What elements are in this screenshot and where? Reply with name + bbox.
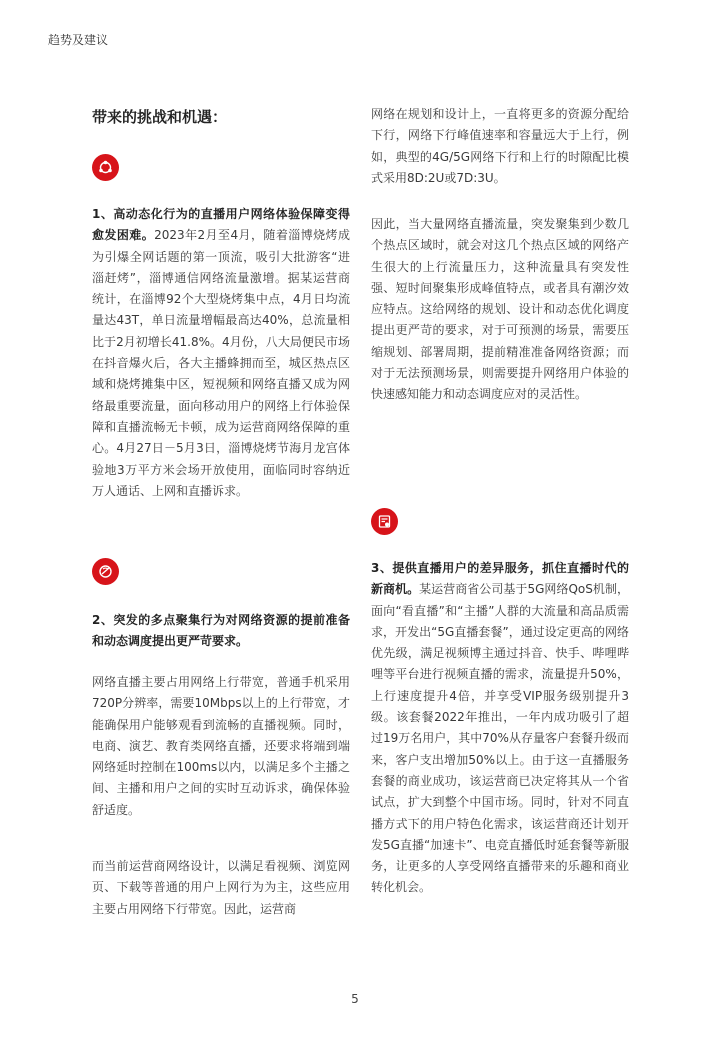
right-para1: 网络在规划和设计上，一直将更多的资源分配给下行，网络下行峰值速率和容量远大于上行，例如，典型的4G/5G网络下行和上行的时隙配比模式采用8D:2U或7D:3U。	[371, 107, 629, 185]
signal-icon	[92, 558, 119, 585]
document-icon	[371, 508, 398, 535]
right-para2: 因此，当大量网络直播流量，突发聚集到少数几个热点区域时，就会对这几个热点区域的网络产生很大的上行流量压力，这种流量具有突发性强、短时间聚集形成峰值特点，或者具有潮汐效应特点。这给网络的规划、设计和动态优化调度提出更严苛的要求，对于可预测的场景，需要压缩规划、部署周期，提前精准准备网络资源；而对于无法预测场景，则需要提升网络用户体验的快速感知能力和动态调度应对的灵活性。	[371, 217, 629, 402]
challenge-1	[92, 204, 350, 502]
page-number: 5	[351, 992, 359, 1006]
section-title: 带来的挑战和机遇：	[92, 108, 228, 126]
challenge-1-body: 2023年2月至4月，随着淄博烧烤成为引爆全网话题的第一顶流，吸引大批游客“进淄赶烤”，淄博通信网络流量激增。据某运营商统计，在淄博92个大型烧烤集中点，4月日均流量达43T，单日流量增幅最高达40%，总流量相比于2月初增长41.8%。4月份，八大局便民市场在抖音爆火后，各大主播蜂拥而至，城区热点区域和烧烤摊集中区，短视频和网络直播又成为网络最重要流量，面向移动用户的网络上行体验保障和直播流畅无卡顿，成为运营商网络保障的重心。4月27日－5月3日，淄博烧烤节海月龙宫体验地3万平方米会场开放使用，面临同时容纳近万人通话、上网和直播诉求。	[92, 228, 350, 498]
challenge-2-heading: 2、突发的多点聚集行为对网络资源的提前准备和动态调度提出更严苛要求。	[92, 613, 350, 649]
challenge-2-para1: 网络直播主要占用网络上行带宽，普通手机采用720P分辨率，需要10Mbps以上的上行带宽，才能确保用户能够观看到流畅的直播视频。同时，电商、演艺、教育类网络直播，还要求将端到端网络延时控制在100ms以内，以满足多个主播之间、主播和用户之间的实时互动诉求，确保体验舒适度。	[92, 675, 350, 817]
network-icon	[92, 154, 119, 181]
challenge-1-heading: 1、高动态化行为的直播用户网络体验保障变得愈发困难。	[92, 207, 350, 243]
running-header: 趋势及建议	[48, 33, 109, 47]
challenge-2-para2: 而当前运营商网络设计，以满足看视频、浏览网页、下载等普通的用户上网行为为主，这些应用主要占用网络下行带宽。因此，运营商	[92, 859, 350, 916]
challenge-3-body: 某运营商省公司基于5G网络QoS机制，面向“看直播”和“主播”人群的大流量和高品质需求，开发出“5G直播套餐”，通过设定更高的网络优先级，满足视频博主通过抖音、快手、哔哩哔哩等平台进行视频直播的需求，流量提升50%，上行速度提升4倍，并享受VIP服务级别提升3级。该套餐2022年推出，一年内成功吸引了超过19万名用户，其中70%从存量客户套餐升级而来，客户支出增加50%以上。由于这一直播服务套餐的商业成功，该运营商已决定将其从一个省试点，扩大到整个中国市场。同时，针对不同直播方式下的用户特色化需求，该运营商还计划开发5G直播“加速卡”、电竞直播低时延套餐等新服务，让更多的人享受网络直播带来的乐趣和商业转化机会。	[371, 582, 629, 895]
challenge-3	[371, 558, 629, 899]
challenge-3-heading: 3、提供直播用户的差异服务，抓住直播时代的新商机。	[371, 561, 629, 597]
